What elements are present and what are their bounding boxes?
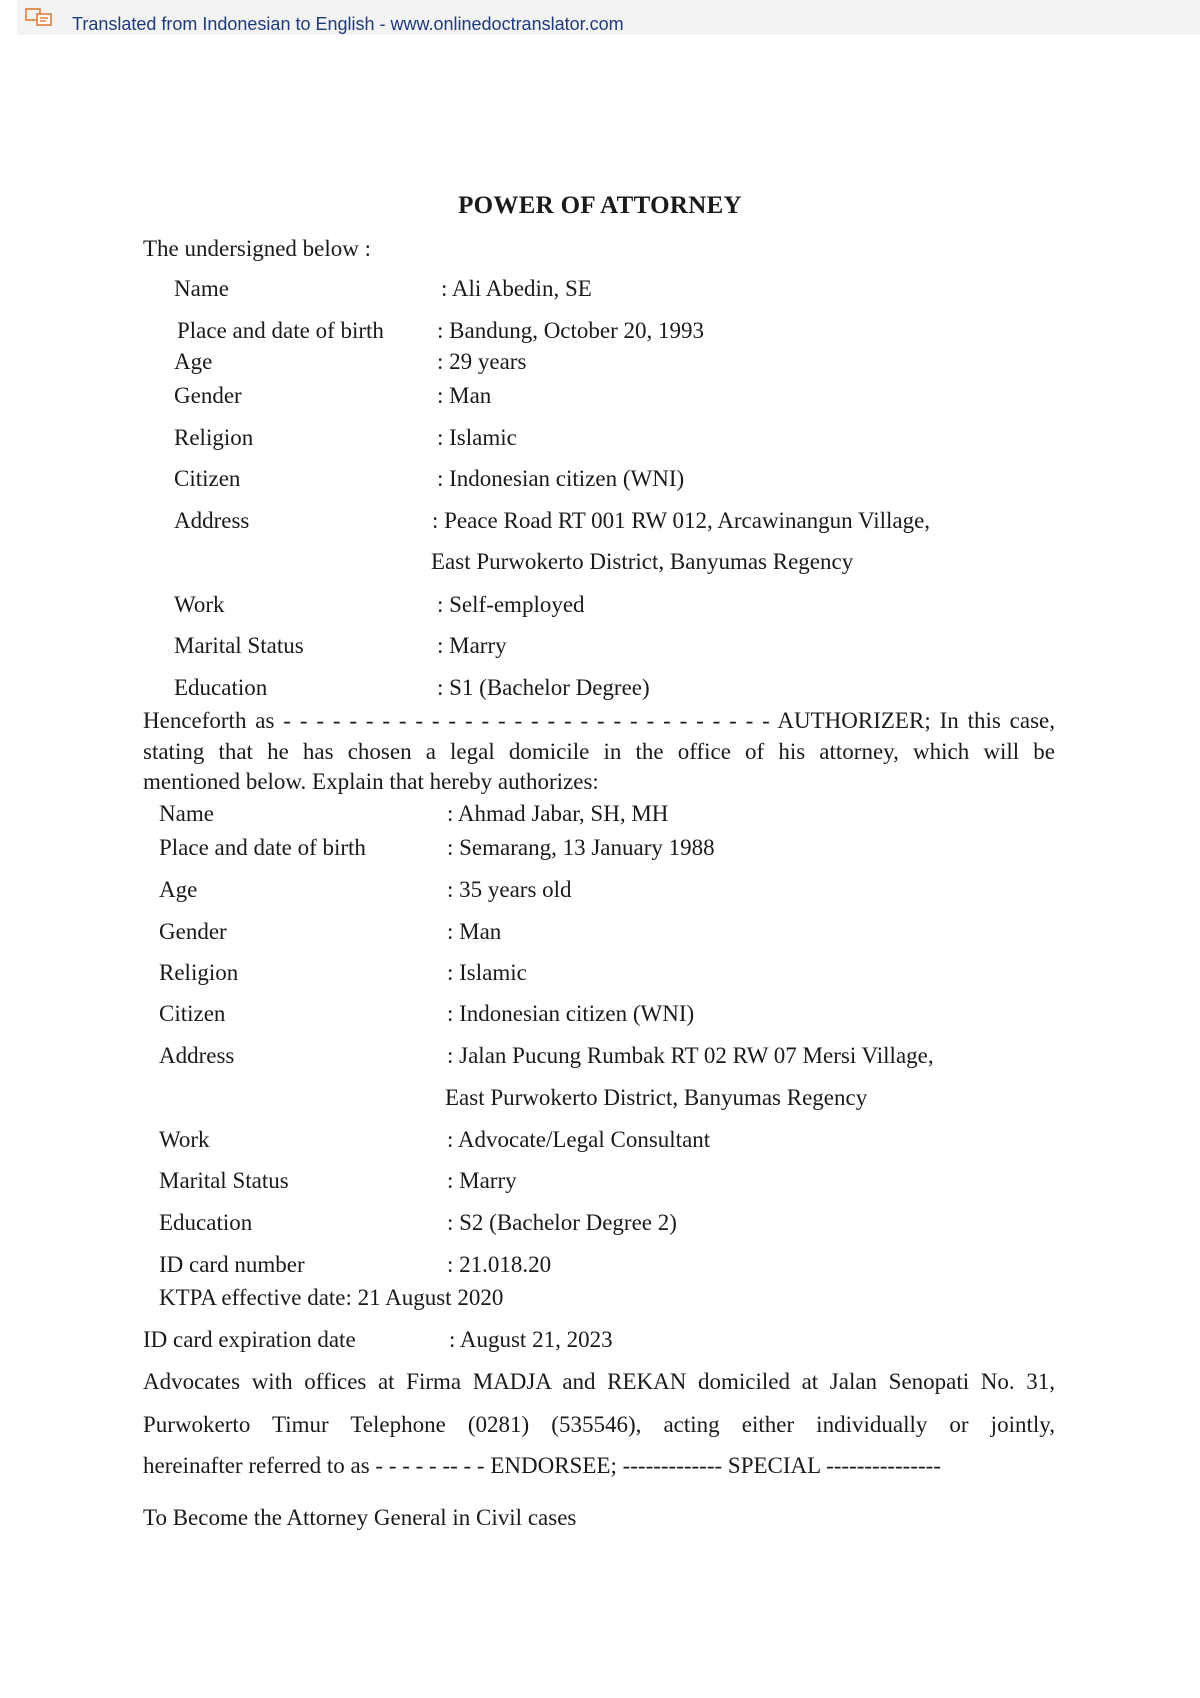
authorizer-marital-label: Marital Status [174,633,304,658]
translate-icon [25,8,55,28]
henceforth-line-3: mentioned below. Explain that hereby authorizes: [143,769,599,794]
attorney-work-value: : Advocate/Legal Consultant [447,1127,711,1152]
attorney-gender-value: : Man [447,919,502,944]
ktpa-effective-date: KTPA effective date: 21 August 2020 [159,1285,504,1310]
banner-link[interactable]: Translated from Indonesian to English - www.onlinedoctranslator.com [72,14,624,34]
attorney-education-value: : S2 (Bachelor Degree 2) [447,1210,677,1235]
authorizer-birth-value: : Bandung, October 20, 1993 [437,318,705,343]
attorney-name-value: : Ahmad Jabar, SH, MH [447,801,669,826]
authorizer-marital-value: : Marry [437,633,507,658]
attorney-citizen-value: : Indonesian citizen (WNI) [447,1001,695,1026]
authorizer-education-value: : S1 (Bachelor Degree) [437,675,650,700]
attorney-birth-label: Place and date of birth [159,835,366,860]
authorizer-address-label: Address [174,508,250,533]
attorney-religion-value: : Islamic [447,960,527,985]
intro-text: The undersigned below : [143,236,372,261]
authorizer-citizen-label: Citizen [174,466,241,491]
authorizer-birth-label: Place and date of birth [177,318,384,343]
authorizer-name-label: Name [174,276,229,301]
attorney-citizen-label: Citizen [159,1001,226,1026]
document-title: POWER OF ATTORNEY [458,192,742,219]
attorney-birth-value: : Semarang, 13 January 1988 [447,835,715,860]
authorizer-work-value: : Self-employed [437,592,585,617]
authorizer-gender-label: Gender [174,383,242,408]
authorizer-address-value-1: : Peace Road RT 001 RW 012, Arcawinangun Village, [432,508,931,533]
attorney-work-label: Work [159,1127,210,1152]
attorney-idcard-value: : 21.018.20 [447,1252,552,1277]
attorney-gender-label: Gender [159,919,227,944]
authorizer-citizen-value: : Indonesian citizen (WNI) [437,466,685,491]
attorney-address-value-1: : Jalan Pucung Rumbak RT 02 RW 07 Mersi Village, [447,1043,934,1068]
henceforth-line-1: Henceforth as - - - - - - - - - - - - - - - - - - - - - - - - - - - - - - AUTHORIZER; In this case, [143,708,1055,733]
henceforth-line-2: stating that he has chosen a legal domicile in the office of his attorney, which will be [143,739,1055,764]
closing-text: To Become the Attorney General in Civil cases [143,1505,577,1530]
advocates-line-1: Advocates with offices at Firma MADJA and REKAN domiciled at Jalan Senopati No. 31, [143,1369,1055,1394]
attorney-name-label: Name [159,801,214,826]
authorizer-age-label: Age [174,349,213,374]
authorizer-religion-label: Religion [174,425,254,450]
attorney-address-label: Address [159,1043,235,1068]
id-card-expiration-value: : August 21, 2023 [449,1327,613,1352]
authorizer-work-label: Work [174,592,225,617]
advocates-line-2: Purwokerto Timur Telephone (0281) (535546), acting either individually or jointly, [143,1412,1055,1437]
attorney-religion-label: Religion [159,960,239,985]
attorney-age-value: : 35 years old [447,877,572,902]
authorizer-age-value: : 29 years [437,349,527,374]
attorney-idcard-label: ID card number [159,1252,305,1277]
authorizer-gender-value: : Man [437,383,492,408]
attorney-marital-label: Marital Status [159,1168,289,1193]
translation-banner [17,0,1200,35]
authorizer-education-label: Education [174,675,268,700]
attorney-age-label: Age [159,877,198,902]
attorney-address-value-2: East Purwokerto District, Banyumas Regency [445,1085,868,1110]
authorizer-religion-value: : Islamic [437,425,517,450]
attorney-education-label: Education [159,1210,253,1235]
advocates-line-3: hereinafter referred to as - - - - - -- - - ENDORSEE; ------------- SPECIAL --------------- [143,1453,941,1478]
attorney-marital-value: : Marry [447,1168,517,1193]
id-card-expiration-label: ID card expiration date [143,1327,356,1352]
authorizer-name-value: : Ali Abedin, SE [441,276,592,301]
authorizer-address-value-2: East Purwokerto District, Banyumas Regency [431,549,854,574]
